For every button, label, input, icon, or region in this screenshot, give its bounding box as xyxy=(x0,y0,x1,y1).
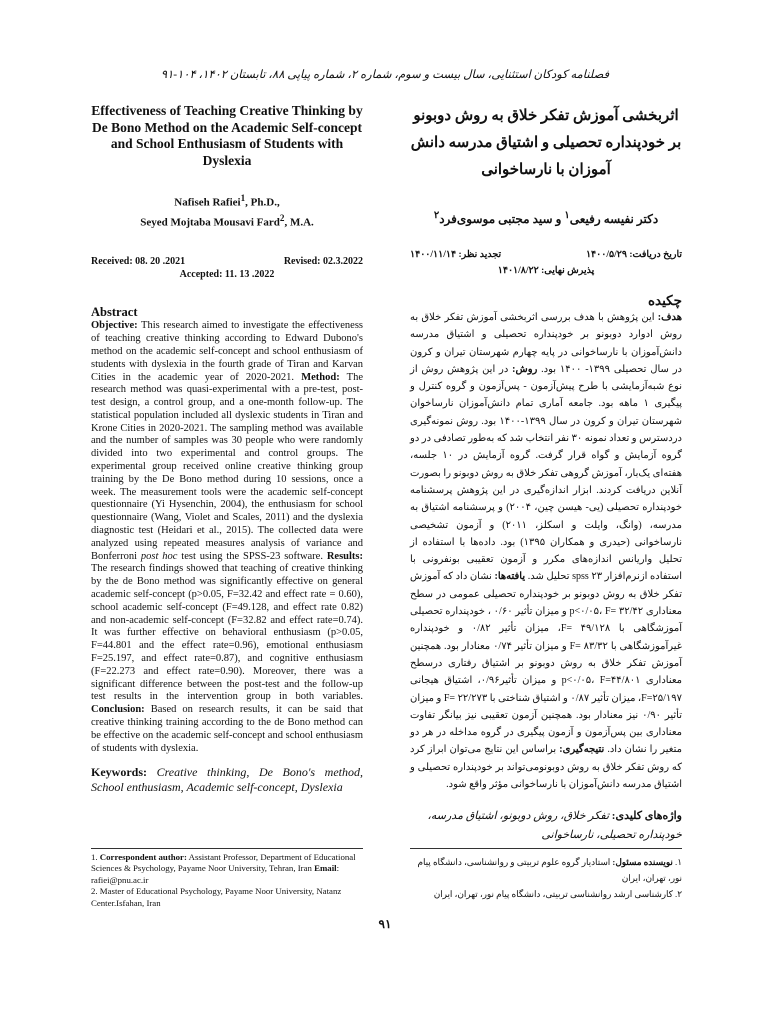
english-authors xyxy=(91,191,363,230)
persian-received-date: تاریخ دریافت: ۱۴۰۰/۵/۲۹ xyxy=(585,250,682,260)
persian-footnote-1: ۱. نویسنده مسئول: استادیار گروه علوم تربیتی و روانشناسی، دانشگاه پیام نور، تهران، ایران xyxy=(417,857,682,883)
persian-abstract: هدف: این پژوهش با هدف بررسی اثربخشی آموزش تفکر خلاق به روش ادوارد دوبونو بر خودپنداره تحصیلی و اشتیاق مدرسه دانش‌آموزان با نارساخوانی در پایه چهارم شهرستان تیران و کرون در سال تحصیلی ۱۳۹۹- ۱۴۰۰ بود. روش: در این پژوهش روش از نوع شبه‌آزمایشی با طرح پیش‌آزمون - پس‌آزمون و گروه کنترل و پیگیری ۱ ماهه بود. جامعه آماری تمام دانش‌آموزان نارساخوان شهرستان تیران و کرون در سال ۱۳۹۹-۱۴۰۰ بود. روش نمونه‌گیری دردسترس و تعداد نمونه ۳۰ نفر انتخاب شد که به‌طور تصادفی در دو گروه آزمایش و گواه قرار گرفت. گروه آزمایش در ۱۰ جلسه، هفته‌ای یک‌بار، آموزش گروهی تفکر خلاق به روش دوبونو را بصورت آنلاین دریافت کردند. ابزار اندازه‌گیری در این پژوهش پرسشنامه خودپنداره تحصیلی (یی- هیسن چین، ۲۰۰۴) و پرسشنامه اشتیاق به مدرسه، (وانگ، وایلت و اسکلز، ۲۰۱۱) و آزمون تشخیصی نارساخوانی (حیدری و همکاران ۱۳۹۵) بود. داده‌ها با استفاده از تحلیل واریانس اندازه‌های مکرر و آزمون تعقیبی بونفرونی با استفاده ازنرم‌افزار ۲۳ spss تحلیل شد. یافته‌ها: نشان داد که آموزش تفکر خلاق به روش دوبونو بر خودپنداره تحصیلی عمومی در سطح معناداری p<۰/۰۵، F= ۳۲/۴۲ و میزان تأثیر ۰/۶۰ ، خودپنداره تحصیلی آموزشگاهی با F= ۴۹/۱۲۸، میزان تأثیر ۰/۸۲ و خودپنداره غیرآموزشگاهی با F= ۸۳/۳۲ و میزان تأثیر ۰/۷۴ معنادار بود. همچنین آموزش تفکر خلاق به روش دوبونو بر اشتیاق رفتاری درسطح معناداری p<۰/۰۵، F=۴۴/۸۰۱ و میزان تأثیر۰/۹۶، اشتیاق هیجانی F=۲۵/۱۹۷، میزان تأثیر ۰/۸۷ و اشتیاق شناختی با F= ۲۲/۲۷۳ و میزان تأثیر ۰/۹۰ نیز معنادار بود. همچنین آزمون تعقیبی نیز بیانگر تفاوت معناداری بین پس‌آزمون و آزمون پیگیری در گروه مداخله در هر دو متغیر را نشان داد. نتیجه‌گیری: براساس این نتایج می‌توان ابراز کرد که روش تفکر خلاق به روش دوبونومی‌تواند بر خودپنداره تحصیلی و اشتیاق مدرسه دانش‌آموزان با نارساخوانی مؤثر واقع شود. xyxy=(410,312,683,791)
english-keywords: Keywords: Creative thinking, De Bono's method, School enthusiasm, Academic self-concept, Dyslexia xyxy=(91,765,363,795)
english-footnotes xyxy=(91,848,363,909)
persian-accepted-date: پذیرش نهایی: ۱۴۰۱/۸/۲۲ xyxy=(497,266,595,276)
english-title: Effectiveness of Teaching Creative Thinking by De Bono Method on the Academic Self-concept and School Enthusiasm of Students with Dyslexia xyxy=(91,103,363,168)
persian-abstract-heading: چکیده xyxy=(647,293,682,308)
english-column xyxy=(91,103,363,795)
accepted-date: Accepted: 11. 13 .2022 xyxy=(179,269,275,281)
author-2: Seyed Mojtaba Mousavi Fard$^2$, M.A. xyxy=(140,212,314,229)
page-number: ۹۱ xyxy=(378,917,392,931)
persian-title: اثربخشی آموزش تفکر خلاق به روش دوبونو بر خودپنداره تحصیلی و اشتیاق مدرسه دانش آموزان با نارساخوانی xyxy=(410,108,682,178)
abstract-heading: Abstract xyxy=(91,305,138,320)
english-dates xyxy=(91,255,363,281)
footnote-1: 1. Correspondent author: Assistant Professor, Department of Educational Sciences & Psychology, Payame Noor University, Tehran, Iran Email: rafiei@pnu.ac.ir xyxy=(91,852,356,885)
persian-column xyxy=(410,103,682,845)
persian-authors: دکتر نفیسه رفیعی$^۱$ و سید مجتبی موسوی‌فرد$^۲$ xyxy=(433,210,659,226)
persian-keywords: واژه‌های کلیدی: تفکر خلاق، روش دوبونو، اشتیاق مدرسه، خودپنداره تحصیلی، نارساخوانی xyxy=(427,810,682,842)
footnote-2: 2. Master of Educational Psychology, Payame Noor University, Natanz Center.Isfahan, Iran xyxy=(91,886,342,908)
received-date: Received: 08. 20 .2021 xyxy=(91,256,186,268)
persian-footnote-2: ۲. کارشناسی ارشد روانشناسی تربیتی، دانشگاه پیام نور، تهران، ایران xyxy=(433,889,682,899)
persian-dates xyxy=(410,247,682,279)
persian-revised-date: تجدید نظر: ۱۴۰۰/۱۱/۱۴ xyxy=(410,250,502,260)
author-1: Nafiseh Rafiei$^1$, Ph.D., xyxy=(174,193,280,209)
journal-header: فصلنامه کودکان استثنایی، سال بیست و سوم، شماره ۲، شماره پیاپی ۸۸، تابستان ۱۴۰۲، ۱۰۴-۹۱ xyxy=(160,69,610,81)
persian-footnotes xyxy=(410,848,682,902)
english-abstract: Objective: This research aimed to investigate the effectiveness of teaching creative thinking according to Edward Dubono's method on the academic self-concept and school enthusiasm of students with dyslexia in the fourth grade of Tiran and Karvan Cities in the academic year of 2020-2021. Method: The research method was quasi-experimental with a pre-test, post-test design, a control group, and a one-month follow-up. The statistical population included all dyslexic students in Tiran and Krone Cities in 2020-2021. The sampling method was available and the number of samples was 30 people who were randomly divided into two experimental and control groups. The experimental group received online creative thinking group training by the De Bono method during 10 sessions, once a week. The measurement tools were the academic self-concept questionnaire (Yi Hysenchin, 2004), the enthusiasm for school questionnaire (Wang, Violet and Scales, 2011) and the dyslexia diagnostic test (Heidari et al., 2015). The collected data were analyzed using repeated measures analysis of variance and Bonferroni post hoc test using the SPSS-23 software. Results: The research findings showed that teaching of creative thinking by the de Bono method was significantly effective on general academic self-concept (p>0.05, F=32.42 and effect rate = 0.60), school academic self-concept (F=49.128, and effect rate 0.82) and non-academic self-concept (F=32.82 and effect rate=0.74). It was further effective on behavioral enthusiasm (p>0.05, F=44.801 and the effect rate=0.96), emotional enthusiasm F=25.197, and effect rate=0.87), and cognitive enthusiasm (F=22.273 and effect rate=0.90). Moreover, there was a significant difference between the post-test and the follow-up test results in the intervention group in both variables. Conclusion: Based on research results, it can be said that creative thinking training according to the de Bono method can be effective on the academic self-concept and school enthusiasm of students with dyslexia. xyxy=(91,320,363,754)
revised-date: Revised: 02.3.2022 xyxy=(283,256,363,268)
